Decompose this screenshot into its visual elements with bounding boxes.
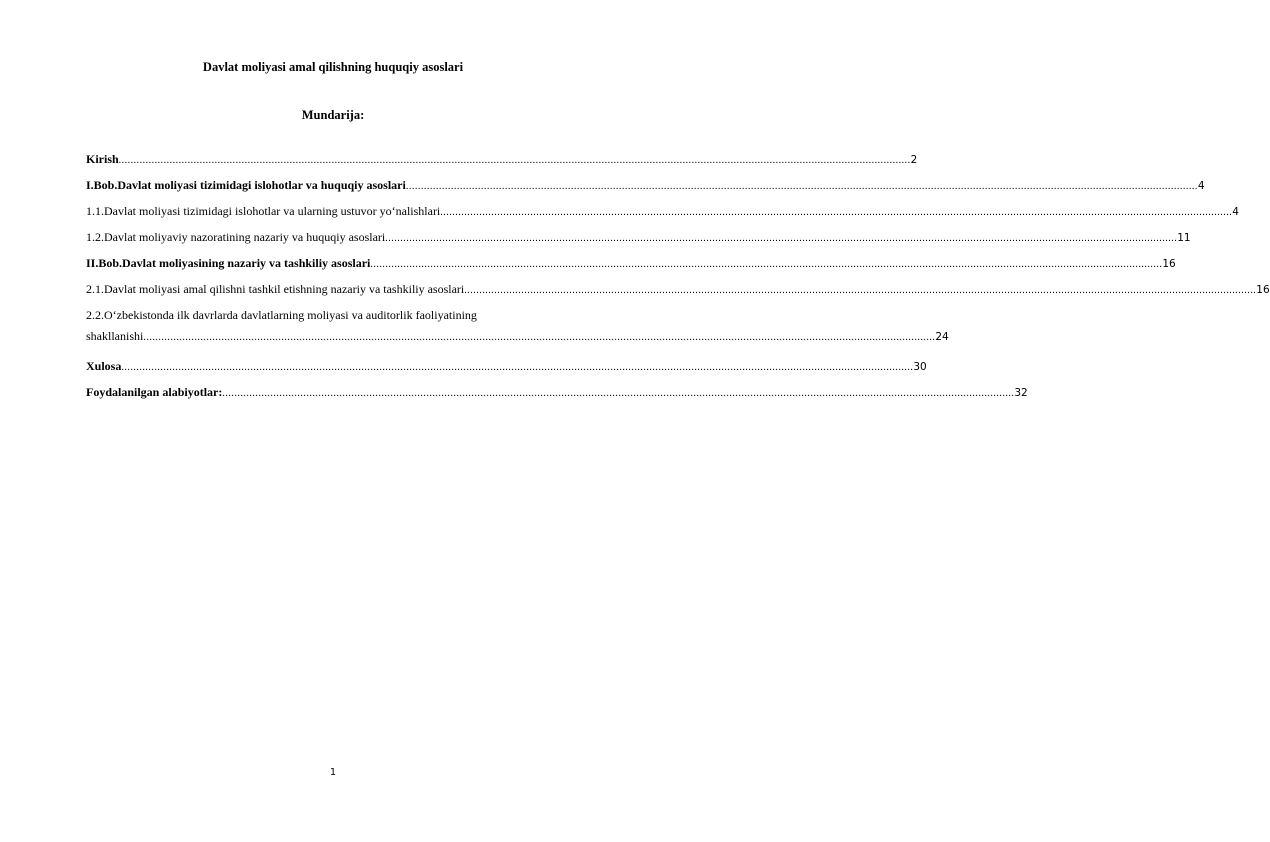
toc-entry-label: 1.1.Davlat moliyasi tizimidagi islohotlar va ularning ustuvor yo‘nalishlari <box>86 204 441 218</box>
toc-page-number: 32 <box>1014 387 1028 399</box>
toc-entry-chapter-2[interactable] <box>86 256 1176 282</box>
page-number-footer: 1 <box>329 767 337 778</box>
toc-entry-label: Kirish <box>86 152 119 166</box>
toc-entry-xulosa[interactable] <box>86 359 927 385</box>
dot-leader <box>119 156 911 166</box>
toc-entry-section-1-1[interactable] <box>86 204 1239 230</box>
toc-entry-chapter-1[interactable] <box>86 178 1205 204</box>
toc-entry-label-line1: 2.2.O‘zbekistonda ilk davrlarda davlatlarning moliyasi va auditorlik faoliyatining <box>86 308 477 322</box>
toc-page-number: 2 <box>910 154 918 166</box>
toc-entry-section-1-2[interactable] <box>86 230 1191 256</box>
document-title: Davlat moliyasi amal qilishning huquqiy asoslari <box>202 60 464 74</box>
toc-entry-section-2-1[interactable] <box>86 282 1270 308</box>
toc-page-number: 30 <box>913 361 927 373</box>
dot-leader <box>143 333 935 343</box>
toc-entry-label: Foydalanilgan alabiyotlar: <box>86 385 223 399</box>
toc-entry-label: 2.1.Davlat moliyasi amal qilishni tashkil etishning nazariy va tashkiliy asoslari <box>86 282 465 296</box>
toc-page-number: 11 <box>1177 232 1191 244</box>
toc-entry-label-line2: shakllanishi <box>86 329 144 343</box>
toc-page-number: 4 <box>1197 180 1205 192</box>
toc-entry-references[interactable] <box>86 385 1028 411</box>
dot-leader <box>440 208 1232 218</box>
toc-entry-label: 1.2.Davlat moliyaviy nazoratining nazariy va huquqiy asoslari <box>86 230 386 244</box>
toc-entry-label: II.Bob.Davlat moliyasining nazariy va tashkiliy asoslari <box>86 256 371 270</box>
toc-entry-label: Xulosa <box>86 359 122 373</box>
dot-leader <box>406 182 1198 192</box>
table-of-contents <box>86 152 1270 411</box>
toc-page-number: 16 <box>1256 284 1270 296</box>
toc-page-number: 24 <box>935 331 949 343</box>
dot-leader <box>385 234 1177 244</box>
toc-page-number: 16 <box>1162 258 1176 270</box>
dot-leader <box>370 260 1162 270</box>
toc-entry-kirish[interactable] <box>86 152 918 178</box>
dot-leader <box>464 286 1256 296</box>
toc-entry-section-2-2[interactable] <box>86 308 949 355</box>
dot-leader <box>121 363 913 373</box>
dot-leader <box>222 389 1014 399</box>
toc-heading: Mundarija: <box>301 108 365 122</box>
toc-entry-label: I.Bob.Davlat moliyasi tizimidagi islohotlar va huquqiy asoslari <box>86 178 406 192</box>
toc-page-number: 4 <box>1232 206 1239 218</box>
